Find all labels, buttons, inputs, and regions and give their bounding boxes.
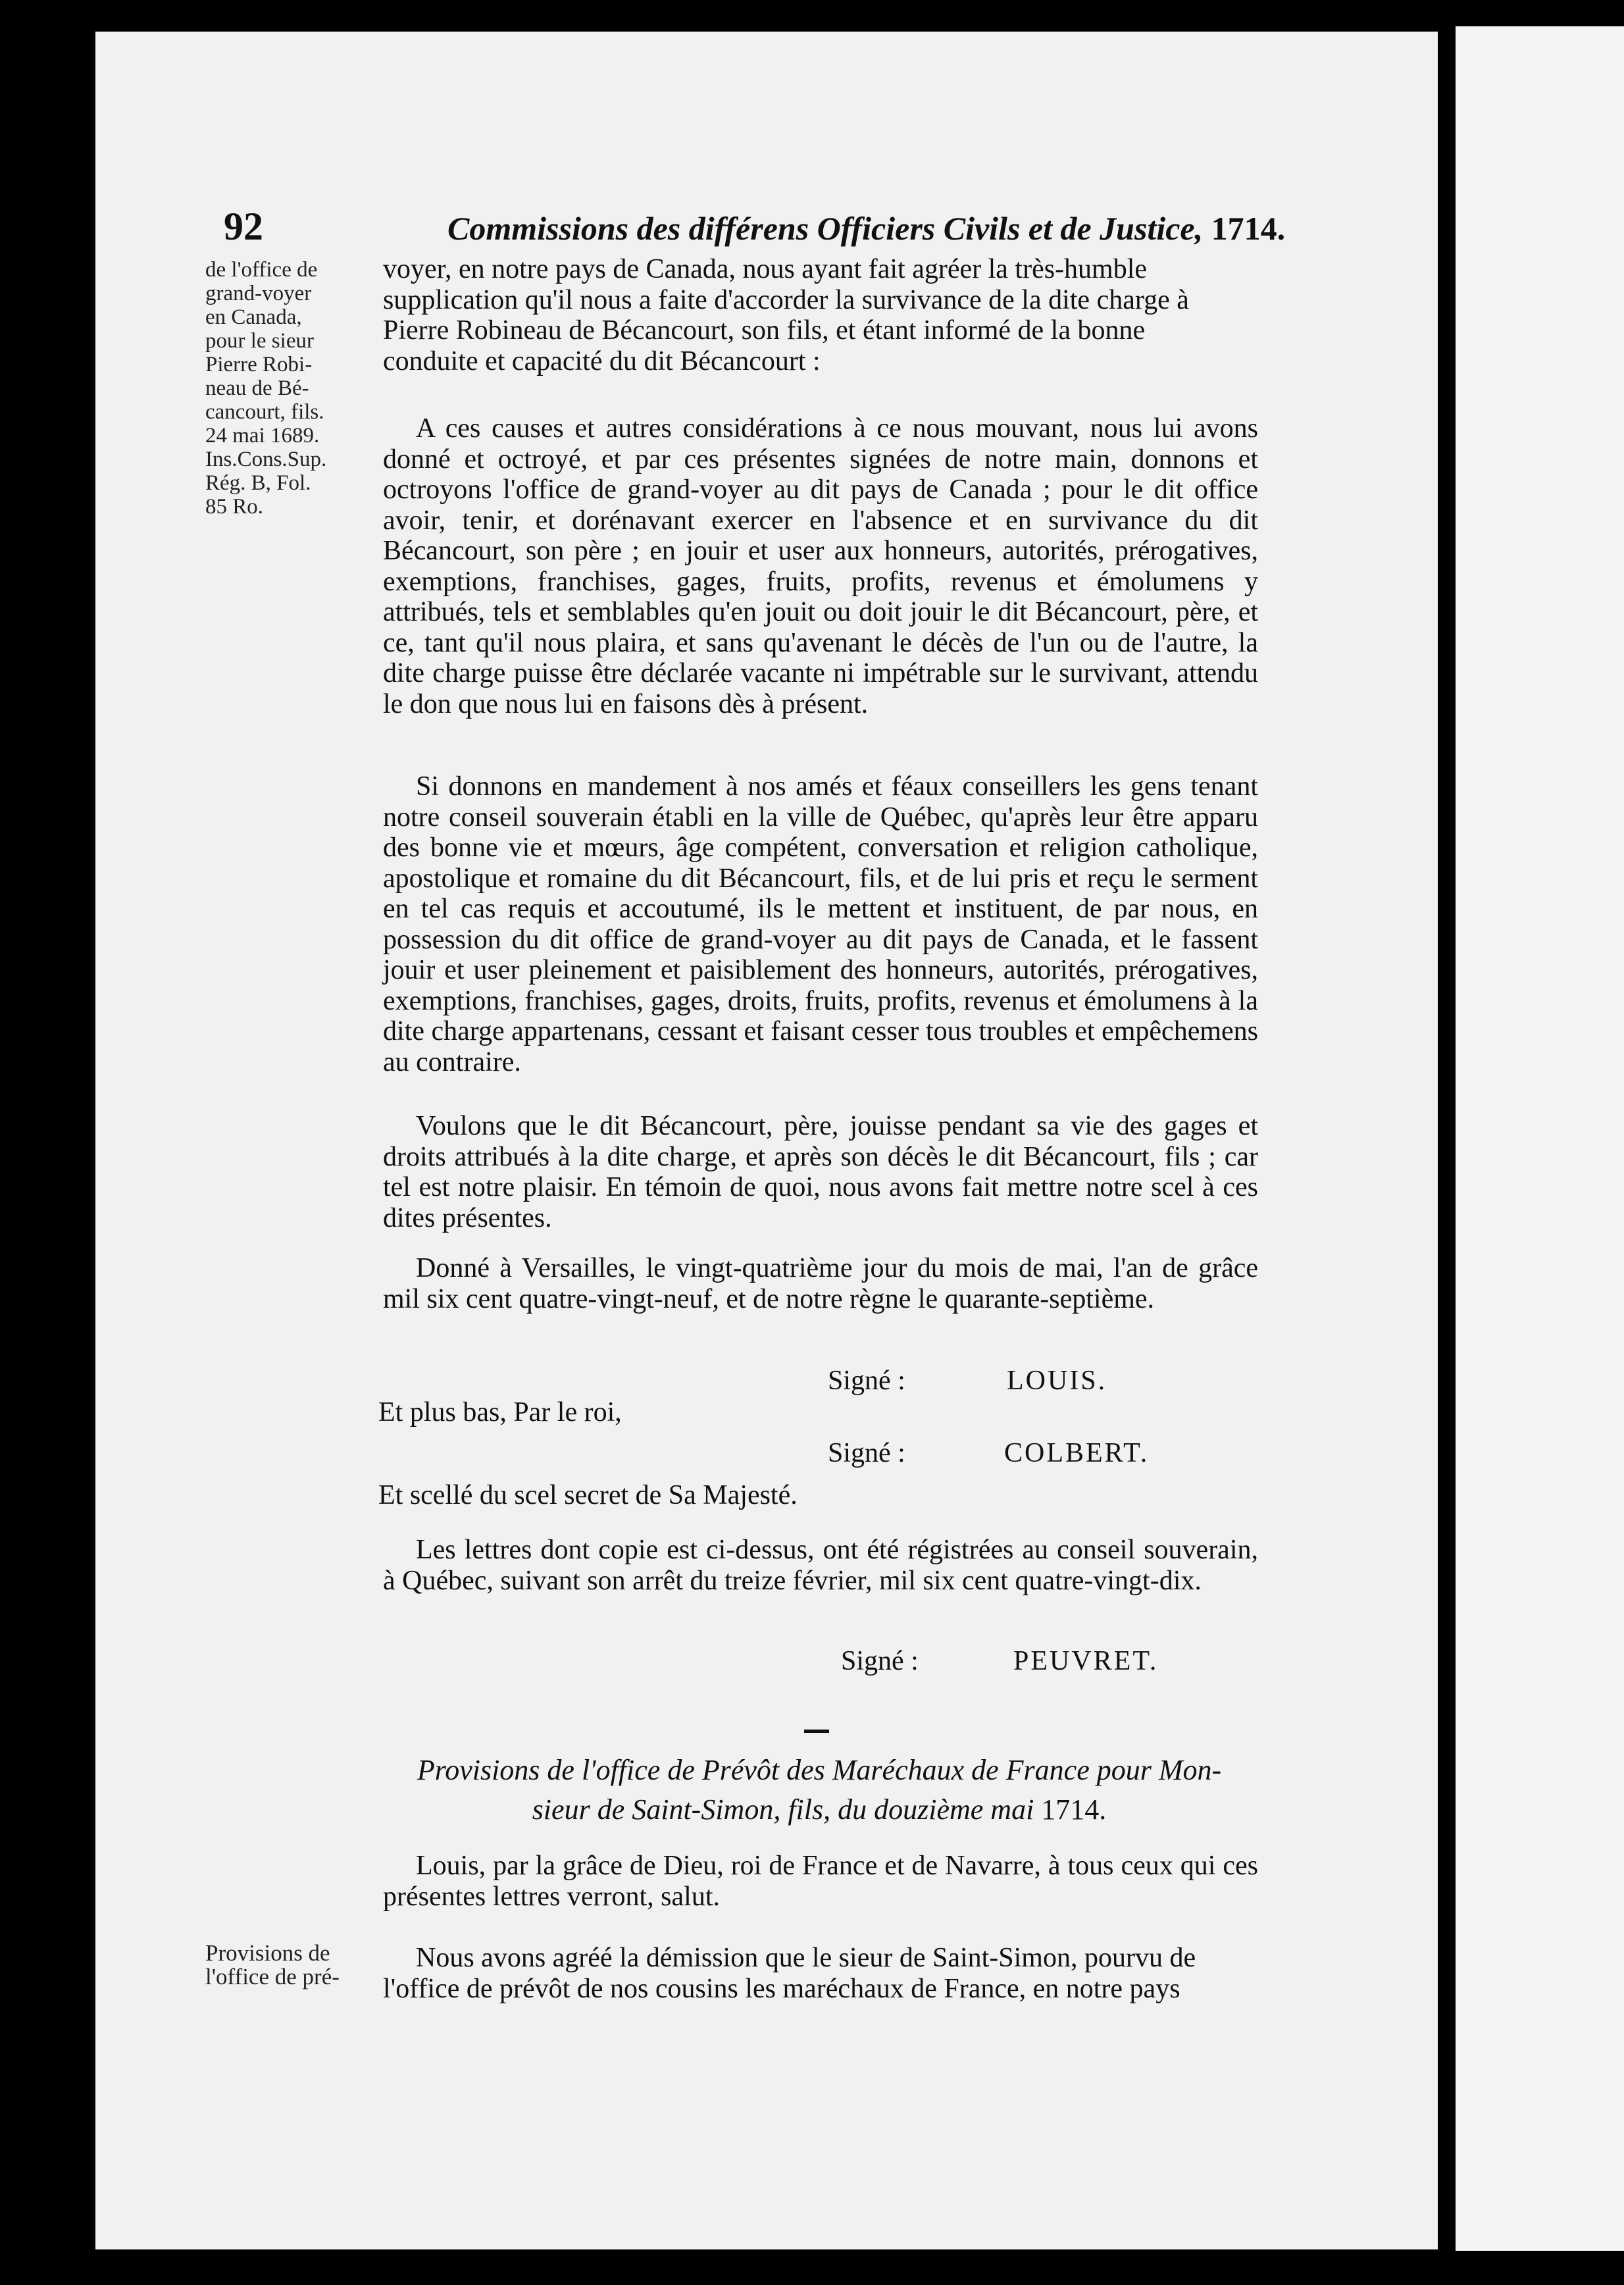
signature-label: Signé : [828,1366,905,1396]
text-line: voyer, en notre pays de Canada, nous ayant fait agréer la très-humble [383,254,1148,284]
paragraph-text: A ces causes et autres considérations à ce nous mouvant, nous lui avons donné et octroyé, et par ces présentes signées de notre main, donnons et octroyons l'office de grand-voyer au dit pays de Canada ; pour le dit office avoir, tenir, et dorénavant exercer en l'absence et en survivance du dit Bécancourt, son père ; en jouir et user aux honneurs, autorités, prérogatives, exemptions, franchises, gages, fruits, profits, revenus et émolumens y attribués, tels et semblables qu'en jouit ou doit jouir le dit Bécancourt, père, et ce, tant qu'il nous plaira, et sans qu'avenant le décès de l'un ou de l'autre, la dite charge puisse être déclarée vacante ni impétrable sur le survivant, attendu le don que nous lui en faisons dès à présent. [383,413,1258,719]
page-gutter [1438,26,1456,2257]
margin-note-line: Ins.Cons.Sup. [205,448,327,471]
text-line: supplication qu'il nous a faite d'accorder la survivance de la dite charge à [383,284,1189,315]
paragraph-donne [383,1253,1258,1314]
margin-note-line: grand-voyer [205,282,312,305]
running-title-year: 1714. [1211,210,1286,247]
text-line: Pierre Robineau de Bécancourt, son fils, et étant informé de la bonne [383,315,1146,346]
text-line: conduite et capacité du dit Bécancourt : [383,346,821,376]
paragraph-les-lettres [383,1535,1258,1596]
paragraph-nous-avons-agree [383,1943,1258,2004]
margin-note-line: 24 mai 1689. [205,424,320,448]
margin-note-grand-voyer [205,258,376,519]
heading-line [378,1790,1260,1830]
paragraph-text: Voulons que le dit Bécancourt, père, jouisse pendant sa vie des gages et droits attribués à la dite charge, et après son décès le dit Bécancourt, fils ; car tel est notre plaisir. En témoin de quoi, nous avons fait mettre notre scel à ces dites présentes. [383,1111,1258,1233]
signature-label: Signé : [828,1438,905,1468]
margin-note-line: pour le sieur [205,329,314,353]
margin-note-line: de l'office de [205,258,318,282]
margin-note-line: Rég. B, Fol. [205,471,311,495]
margin-note-line: en Canada, [205,305,302,329]
heading-year: 1714. [1041,1793,1107,1826]
margin-note-line: neau de Bé- [205,376,309,400]
signature-louis: LOUIS. [1007,1366,1107,1396]
par-le-roi: Et plus bas, Par le roi, [378,1397,622,1427]
page-number: 92 [224,205,263,248]
paragraph-si-donnons [383,771,1258,1077]
running-title [447,209,1285,247]
margin-note-prevot [205,1941,376,1989]
signature-colbert: COLBERT. [1004,1438,1150,1468]
signature-peuvret: PEUVRET. [1013,1646,1159,1676]
signature-label: Signé : [841,1646,919,1676]
margin-note-line: Pierre Robi- [205,353,313,376]
section-divider [804,1730,829,1733]
heading-line: Provisions de l'office de Prévôt des Maréchaux de France pour Mon- [417,1754,1222,1786]
paragraph-voulons [383,1111,1258,1233]
scelle-line: Et scellé du scel secret de Sa Majesté. [378,1480,798,1510]
section-heading [378,1751,1260,1830]
paragraph-a-ces-causes [383,413,1258,719]
paragraph-text: Donné à Versailles, le vingt-quatrième jour du mois de mai, l'an de grâce mil six cent quatre-vingt-neuf, et de notre règne le quarante-septième. [383,1253,1258,1314]
paragraph-text: Si donnons en mandement à nos amés et féaux conseillers les gens tenant notre conseil souverain établi en la ville de Québec, qu'après leur être apparu des bonne vie et mœurs, âge compétent, conversation et religion catholique, apostolique et romaine du dit Bécancourt, fils, et de lui pris et reçu le serment en tel cas requis et accoutumé, ils le mettent et instituent, de par nous, en possession du dit office de grand-voyer au dit pays de Canada, et le fassent jouir et user pleinement et paisiblement des honneurs, autorités, prérogatives, exemptions, franchises, gages, droits, fruits, profits, revenus et émolumens à la dite charge appartenans, cessant et faisant cesser tous troubles et empêchemens au contraire. [383,771,1258,1077]
text-line: l'office de prévôt de nos cousins les maréchaux de France, en notre pays [383,1973,1180,2004]
paragraph-text: Louis, par la grâce de Dieu, roi de France et de Navarre, à tous ceux qui ces présentes lettres verront, salut. [383,1851,1258,1912]
running-title-text: Commissions des différens Officiers Civils et de Justice, [447,210,1204,247]
margin-note-line: 85 Ro. [205,495,264,519]
heading-line-text: sieur de Saint-Simon, fils, du douzième mai [532,1793,1034,1826]
margin-note-line: Provisions de [205,1940,330,1966]
margin-note-line: l'office de pré- [205,1964,340,1990]
adjacent-page-edge [1456,26,1624,2251]
paragraph-text: Les lettres dont copie est ci-dessus, ont été régistrées au conseil souverain, à Québec, suivant son arrêt du treize février, mil six cent quatre-vingt-dix. [383,1535,1258,1596]
margin-note-line: cancourt, fils. [205,400,324,424]
paragraph-louis-par-la-grace [383,1851,1258,1912]
page-header [224,204,1286,250]
text-line: Nous avons agréé la démission que le sieur de Saint-Simon, pourvu de [416,1943,1196,1973]
paragraph-continuation [383,254,1258,376]
